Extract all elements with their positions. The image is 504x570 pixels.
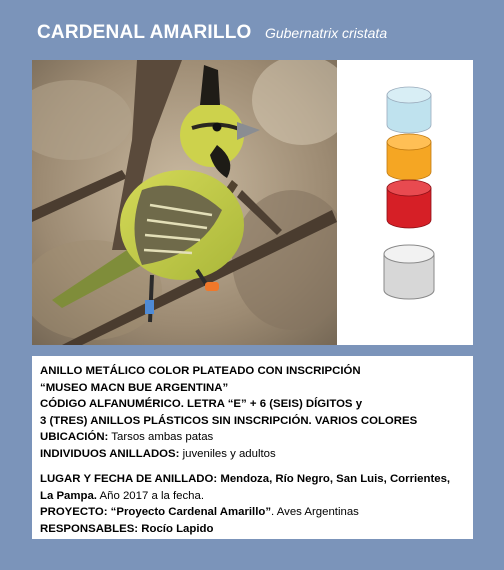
- page-header: [37, 22, 387, 44]
- place-date-label: LUGAR Y FECHA DE ANILLADO: Mendoza, Río Negro, San Luis, Corrientes, La Pampa.: [40, 473, 451, 502]
- ring-stack-diagram: [337, 60, 473, 345]
- bird-photo: [32, 60, 337, 345]
- location-value: Tarsos ambas patas: [108, 431, 214, 443]
- project-label: PROYECTO:: [40, 506, 108, 518]
- info-place-date: [40, 471, 465, 504]
- info-plastic-rings: 3 (TRES) ANILLOS PLÁSTICOS SIN INSCRIPCIÓN. VARIOS COLORES: [40, 414, 418, 427]
- info-location: [40, 429, 465, 446]
- banding-info-box: [32, 356, 473, 539]
- info-individuals: [40, 446, 465, 463]
- info-ring-description: ANILLO METÁLICO COLOR PLATEADO CON INSCRIPCIÓN: [40, 365, 361, 377]
- ring-legend-panel: [337, 60, 473, 345]
- info-ring-code: CÓDIGO ALFANUMÉRICO. LETRA “E” + 6 (SEIS) DÍGITOS y: [40, 398, 363, 410]
- ring-silver-metal-icon: [384, 245, 434, 299]
- individuals-value: juveniles y adultos: [179, 447, 276, 460]
- info-ring-inscription: “MUSEO MACN BUE ARGENTINA”: [40, 381, 229, 394]
- ring-orange-icon: [387, 134, 431, 180]
- info-responsible: RESPONSABLES: Rocío Lapido: [40, 522, 214, 535]
- place-date-value: Año 2017 a la fecha.: [96, 489, 205, 502]
- species-common-name: CARDENAL AMARILLO: [37, 22, 252, 43]
- yellow-cardinal-illustration: [32, 60, 337, 345]
- location-label: UBICACIÓN:: [40, 431, 109, 443]
- individuals-label: INDIVIDUOS ANILLADOS:: [40, 447, 180, 460]
- info-project: [40, 504, 465, 521]
- project-org: . Aves Argentinas: [271, 506, 359, 518]
- species-scientific-name: Gubernatrix cristata: [264, 25, 388, 41]
- project-name: “Proyecto Cardenal Amarillo”: [107, 506, 272, 518]
- ring-light-blue-icon: [387, 87, 431, 133]
- ring-red-icon: [387, 180, 431, 228]
